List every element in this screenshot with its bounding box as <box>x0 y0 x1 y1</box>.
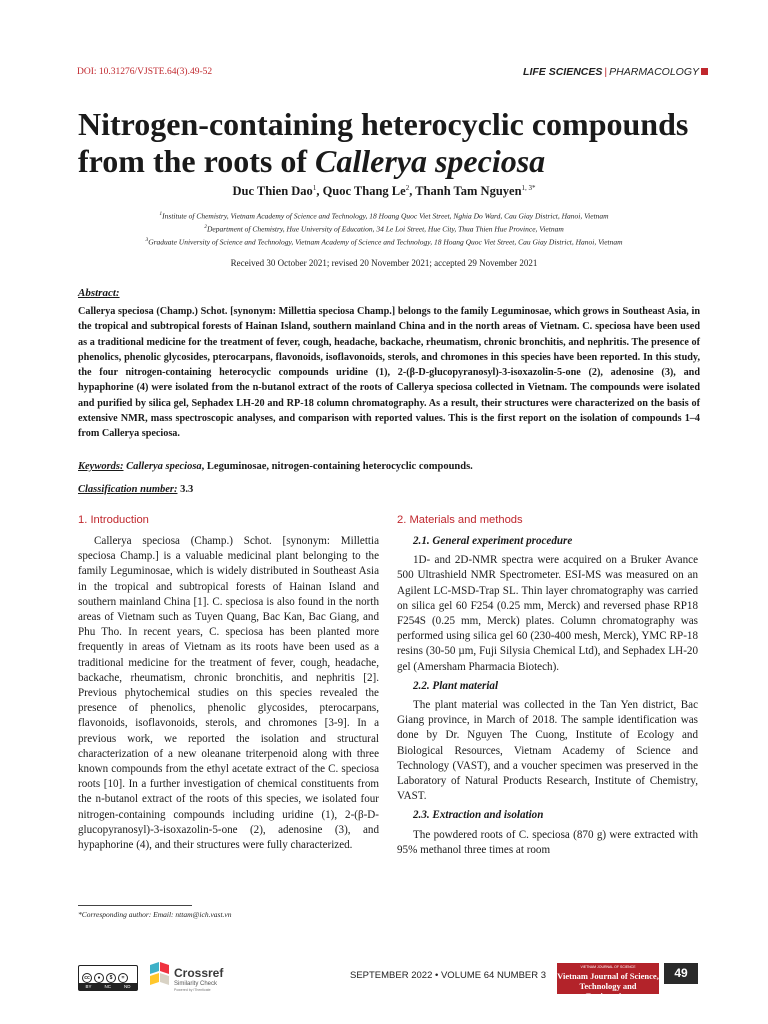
noncommercial-icon: $ <box>106 973 116 983</box>
affiliation-sup: 3 <box>145 237 149 243</box>
crossref-similarity-check-logo[interactable] <box>150 962 230 994</box>
title-line-2-text: from the roots of <box>78 143 315 179</box>
subsection-heading: 2.2. Plant material <box>413 679 499 692</box>
corresponding-author-note: *Corresponding author: Email: nttam@ich.vast.vn <box>78 910 232 919</box>
license-strip <box>79 983 137 990</box>
creative-commons-license-icon[interactable] <box>78 965 138 991</box>
section-heading-introduction: 1. Introduction <box>78 514 149 526</box>
classification-label: Classification number: <box>78 484 178 495</box>
classification-value: 3.3 <box>177 484 194 495</box>
license-nc: NC <box>104 984 111 989</box>
classification <box>78 484 193 495</box>
title-species: Callerya speciosa <box>314 143 546 179</box>
affiliation-text: Department of Chemistry, Hue University of Education, 34 Le Loi Street, Hue City, Thua Thien Hue Province, Vietnam <box>206 224 564 234</box>
keywords <box>78 461 700 472</box>
subsection-label: PHARMACOLOGY <box>609 66 699 78</box>
author-sup: 1, 3* <box>521 184 536 192</box>
section-label: LIFE SCIENCES <box>523 66 603 78</box>
affiliation-text: Graduate University of Science and Technology, Vietnam Academy of Science and Technology, 18 Hoang Quoc Viet Street, Cau Giay District, Hanoi, Vietnam <box>148 237 623 247</box>
cc-icon: cc <box>82 973 92 983</box>
article-title <box>78 106 698 180</box>
affiliation <box>0 224 768 234</box>
affiliation <box>0 211 768 221</box>
author-sup: 1 <box>312 184 317 192</box>
abstract-text: Callerya speciosa (Champ.) Schot. [synonym: Millettia speciosa Champ.] belongs to the family Leguminosae, which grows in Southeast Asia, in the tropical and subtropical forests of Hainan Island, southern mainland China and in the north areas of Vietnam. C. speciosa have been used as a traditional medicine for the treatment of fever, cough, headache, backache, rheumatism, chronic bronchitis, and nephritis. The presence of phenolics, phenolic glycosides, pterocarpans, flavonoids, isoflavonoids, sterols, and chromones in this species have been reported. In this study, the four nitrogen-containing heterocyclic compounds uridine (1), 2-(β-D-glucopyranosyl)-3-isoxazolin-5-one (2), adenosine (3), and hypaphorine (4) were isolated from the n-butanol extract of the roots of Callerya speciosa collected in Vietnam. The compounds were isolated and purified by silica gel, Sephadex LH-20 and RP-18 column chromatography. As a result, their structures were characterized on the basis of extensive NMR, mass spectroscopic analyses, and comparison with reported values. This is the first report on the isolation of compounds 1–4 from Callerya speciosa. <box>78 306 700 440</box>
author-list: Duc Thien Dao$^1$, Quoc Thang Le$^2$, Thanh Tam Nguyen$^{1, 3*}$ <box>232 184 536 199</box>
issue-info: SEPTEMBER 2022 • VOLUME 64 NUMBER 3 <box>350 970 547 981</box>
subsection-heading: 2.3. Extraction and isolation <box>413 809 544 822</box>
affiliation-sup: 2 <box>204 224 207 230</box>
methods-paragraph: 1D- and 2D-NMR spectra were acquired on a Bruker Avance 500 Ultrashield NMR Spectrometer. ESI-MS was measured on an Agilent LC-MSD-Trap SL. Thin layer chromatography was carried on silica gel 60 F254 (0.25 mm, Merck) and reversed phase RP18 F254S (0.25 mm, Merck) plates. Column chromatography was performed using silica gel 60 (230-400 mesh, Merck), YMC RP-18 resins (30-50 µm, Fuji Silysia Chemical Ltd), and Sephadex LH-20 gel (Amersham Pharmacia Biotech). <box>397 554 698 673</box>
crossref-icon <box>150 962 169 988</box>
author-name: Duc Thien Dao <box>232 184 313 199</box>
license-nd: ND <box>123 984 131 989</box>
noderivatives-icon: = <box>118 973 128 983</box>
author-name: Thanh Tam Nguyen <box>415 184 522 199</box>
journal-logo <box>557 963 659 1001</box>
keyword-species: Callerya speciosa <box>126 461 202 472</box>
section-heading-methods: 2. Materials and methods <box>397 514 523 526</box>
left-column <box>78 512 379 857</box>
keywords-rest: , Leguminosae, nitrogen-containing heterocyclic compounds. <box>201 461 473 472</box>
journal-top-text: VIETNAM JOURNAL OF SCIENCE <box>580 965 636 969</box>
affiliation-text: Institute of Chemistry, Vietnam Academy of Science and Technology, 18 Hoang Quoc Viet Street, Nghia Do Ward, Cau Giay District, Hanoi, Vietnam <box>162 211 609 221</box>
section-divider: | <box>604 66 608 78</box>
crossref-powered: Powered by iThenticate <box>174 988 211 992</box>
section-tag <box>523 66 708 78</box>
red-square-icon <box>701 68 708 75</box>
footnote-divider <box>78 905 192 906</box>
methods-paragraph: The powdered roots of C. speciosa (870 g) were extracted with 95% methanol three times at room <box>397 828 698 856</box>
doi-link[interactable]: DOI: 10.31276/VJSTE.64(3).49-52 <box>77 67 213 77</box>
methods-paragraph: The plant material was collected in the Tan Yen district, Bac Giang province, in March of 2018. The sample identification was done by Dr. Nguyen The Cuong, Institute of Ecology and Biological Resources, Vietnam Academy of Science and Technology (VAST), and a voucher specimen was preserved in the Laboratory of Natural Products Research, Institute of Chemistry, VAST. <box>397 699 698 803</box>
license-by: BY <box>85 984 92 989</box>
abstract-label: Abstract: <box>78 287 120 299</box>
affiliation <box>0 237 768 247</box>
page-number: 49 <box>664 963 698 984</box>
journal-name-line-2: Technology and Engineering <box>579 981 637 1001</box>
author-sup: 2 <box>405 184 410 192</box>
affiliation-sup: 1 <box>159 211 163 217</box>
right-column <box>397 512 698 862</box>
author-name: Quoc Thang Le <box>322 184 406 199</box>
title-line-1: Nitrogen-containing heterocyclic compounds <box>78 106 689 142</box>
crossref-subtitle: Similarity Check <box>174 981 218 987</box>
crossref-name: Crossref <box>174 966 224 980</box>
journal-name-line-1: Vietnam Journal of Science, <box>557 971 659 981</box>
received-dates: Received 30 October 2021; revised 20 November 2021; accepted 29 November 2021 <box>230 258 538 268</box>
subsection-heading: 2.1. General experiment procedure <box>413 535 573 547</box>
intro-paragraph: Callerya speciosa (Champ.) Schot. [synonym: Millettia speciosa Champ.] is a valuable medicinal plant belonging to the family Leguminosae, which is widely distributed in Southeast Asia in the tropical and subtropical forests of Hainan Island and southern mainland China [1]. C. speciosa is also found in the north areas of Vietnam such as Tuyen Quang, Bac Kan, Bac Giang, and Phu Tho. In recent years, C. speciosa has been planted more frequently in areas of Vietnam as its roots have been used as a traditional medicine for the treatment of fever, cough, headache, backache, rheumatism, chronic bronchitis, and nephritis [2]. Previous phytochemical studies on this species revealed the presence of phenolics, phenolic glycosides, pterocarpans, flavonoids, isoflavonoids, sterols, and chromones [3-9]. In a previous work, we reported the isolation and structural characterization of a new oleanane triterpenoid along with three known compounds from the ethyl acetate extract of the C. speciosa roots [10]. In a further investigation of chemical constituents from the n-butanol extract of the roots of this species, we isolated four nitrogen-containing compounds including uridine (1), 2-(β-D-glucopyranosyl)-3-isoxazolin-5-one (2), adenosine (3), and hypaphorine (4), and their structures were fully characterized. <box>78 535 379 852</box>
title-line-2 <box>78 143 698 180</box>
keywords-label: Keywords: <box>78 461 124 472</box>
attribution-icon: ● <box>94 973 104 983</box>
